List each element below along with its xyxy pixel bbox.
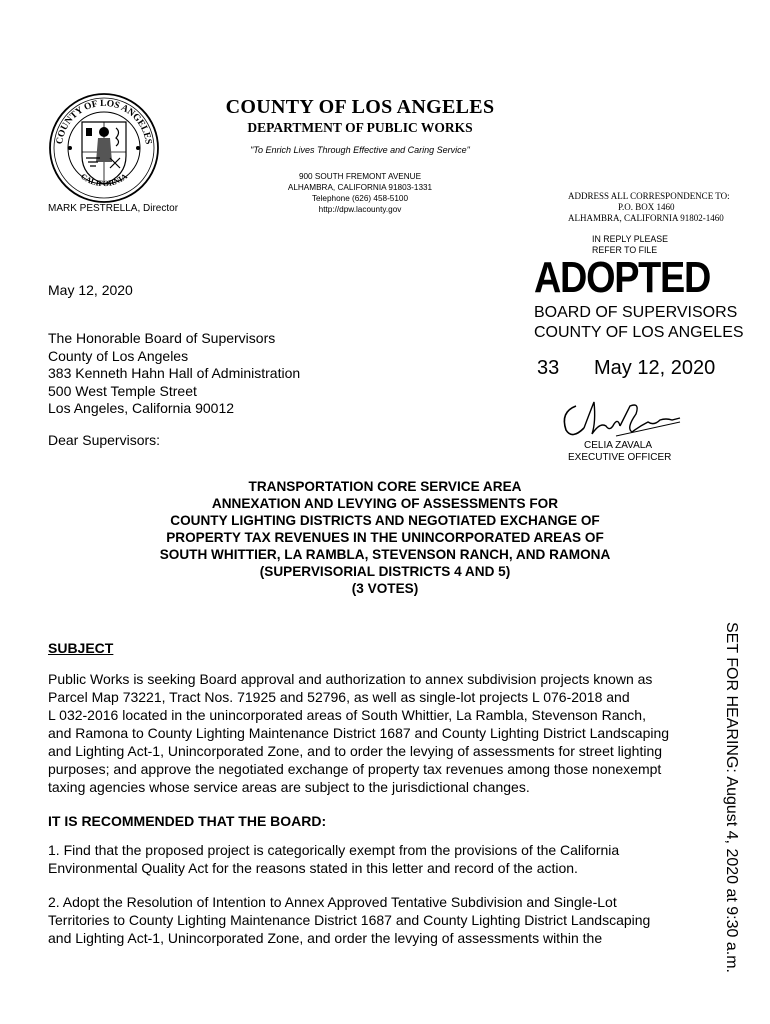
- letterhead-city: ALHAMBRA, CALIFORNIA 91803-1331: [287, 183, 433, 192]
- recommendation-line: and Lighting Act-1, Unincorporated Zone, and order the levying of assessments within the: [48, 930, 603, 946]
- subject-line: L 032-2016 located in the unincorporated areas of South Whittier, La Rambla, Stevenson Ranch,: [48, 707, 646, 723]
- adopted-stamp: ADOPTED: [534, 253, 710, 302]
- letterhead-motto: "To Enrich Lives Through Effective and Caring Service": [250, 145, 470, 155]
- recommendation-line: Territories to County Lighting Maintenance District 1687 and County Lighting District Landscaping: [48, 912, 651, 928]
- letterhead-county: COUNTY OF LOS ANGELES: [225, 96, 495, 118]
- subject-line: and Ramona to County Lighting Maintenance District 1687 and County Lighting District Landscaping: [48, 725, 670, 741]
- letterhead-telephone: Telephone (626) 458-5100: [311, 194, 409, 203]
- document-title: [110, 478, 660, 597]
- recommendation-line: Environmental Quality Act for the reasons stated in this letter and record of the action.: [48, 860, 578, 876]
- seal-bottom-text: CALIFORNIA: [79, 171, 129, 189]
- recipient-line: The Honorable Board of Supervisors: [48, 330, 276, 346]
- recommendation-line: 2. Adopt the Resolution of Intention to Annex Approved Tentative Subdivision and Single-Lot: [48, 894, 617, 910]
- title-line: COUNTY LIGHTING DISTRICTS AND NEGOTIATED EXCHANGE OF: [170, 513, 600, 528]
- reply-note-line-1: IN REPLY PLEASE: [592, 234, 668, 244]
- correspondence-po-box: P.O. BOX 1460: [618, 202, 675, 212]
- correspondence-heading: ADDRESS ALL CORRESPONDENCE TO:: [568, 191, 730, 201]
- director-name: MARK PESTRELLA, Director: [48, 203, 179, 214]
- recipient-line: 383 Kenneth Hahn Hall of Administration: [48, 365, 301, 381]
- title-line: ANNEXATION AND LEVYING OF ASSESSMENTS FOR: [211, 496, 559, 511]
- stamp-board: BOARD OF SUPERVISORS: [534, 304, 738, 321]
- title-line: PROPERTY TAX REVENUES IN THE UNINCORPORATED AREAS OF: [166, 530, 604, 545]
- recommendation-line: 1. Find that the proposed project is categorically exempt from the provisions of the California: [48, 842, 620, 858]
- subject-line: purposes; and approve the negotiated exchange of property tax revenues among those nonexempt: [48, 761, 662, 777]
- title-line: (3 VOTES): [351, 581, 419, 596]
- seal-top-text: COUNTY OF LOS ANGELES: [55, 98, 153, 146]
- stamp-item-number: 33: [537, 357, 560, 379]
- recommendation-2: [48, 893, 650, 947]
- subject-heading: SUBJECT: [48, 640, 114, 656]
- hearing-date-note: SET FOR HEARING: August 4, 2020 at 9:30 a.m.: [723, 622, 740, 973]
- subject-line: and Lighting Act-1, Unincorporated Zone, and to order the levying of assessments for street lighting: [48, 743, 663, 759]
- letterhead-department: DEPARTMENT OF PUBLIC WORKS: [247, 120, 473, 135]
- subject-paragraph: [48, 670, 669, 796]
- subject-line: Public Works is seeking Board approval and authorization to annex subdivision projects known as: [48, 671, 653, 687]
- signer-name: CELIA ZAVALA: [584, 440, 652, 451]
- title-line: SOUTH WHITTIER, LA RAMBLA, STEVENSON RANCH, AND RAMONA: [159, 547, 611, 562]
- recipient-line: County of Los Angeles: [48, 347, 189, 364]
- letter-date: May 12, 2020: [48, 282, 133, 298]
- letterhead-street: 900 SOUTH FREMONT AVENUE: [298, 172, 422, 181]
- letterhead-website: http://dpw.lacounty.gov: [318, 205, 402, 214]
- recipient-address: [48, 330, 300, 418]
- recommendation-heading: IT IS RECOMMENDED THAT THE BOARD:: [48, 813, 327, 829]
- salutation: Dear Supervisors:: [48, 432, 161, 448]
- subject-line: Parcel Map 73221, Tract Nos. 71925 and 52796, as well as single-lot projects L 076-2018 and: [48, 689, 630, 705]
- county-seal: [48, 92, 160, 204]
- title-line: TRANSPORTATION CORE SERVICE AREA: [248, 479, 522, 494]
- stamp-date: May 12, 2020: [594, 357, 716, 379]
- recommendation-1: [48, 841, 619, 877]
- correspondence-city: ALHAMBRA, CALIFORNIA 91802-1460: [568, 213, 724, 223]
- stamp-county: COUNTY OF LOS ANGELES: [534, 324, 744, 341]
- reply-note-line-2: REFER TO FILE: [592, 245, 658, 255]
- signer-title: EXECUTIVE OFFICER: [568, 452, 672, 463]
- recipient-line: 500 West Temple Street: [48, 382, 197, 399]
- subject-line: taxing agencies whose service areas are subject to the jurisdictional changes.: [48, 779, 530, 795]
- signature: [556, 392, 686, 444]
- title-line: (SUPERVISORIAL DISTRICTS 4 AND 5): [259, 564, 511, 579]
- recipient-line: Los Angeles, California 90012: [48, 400, 235, 416]
